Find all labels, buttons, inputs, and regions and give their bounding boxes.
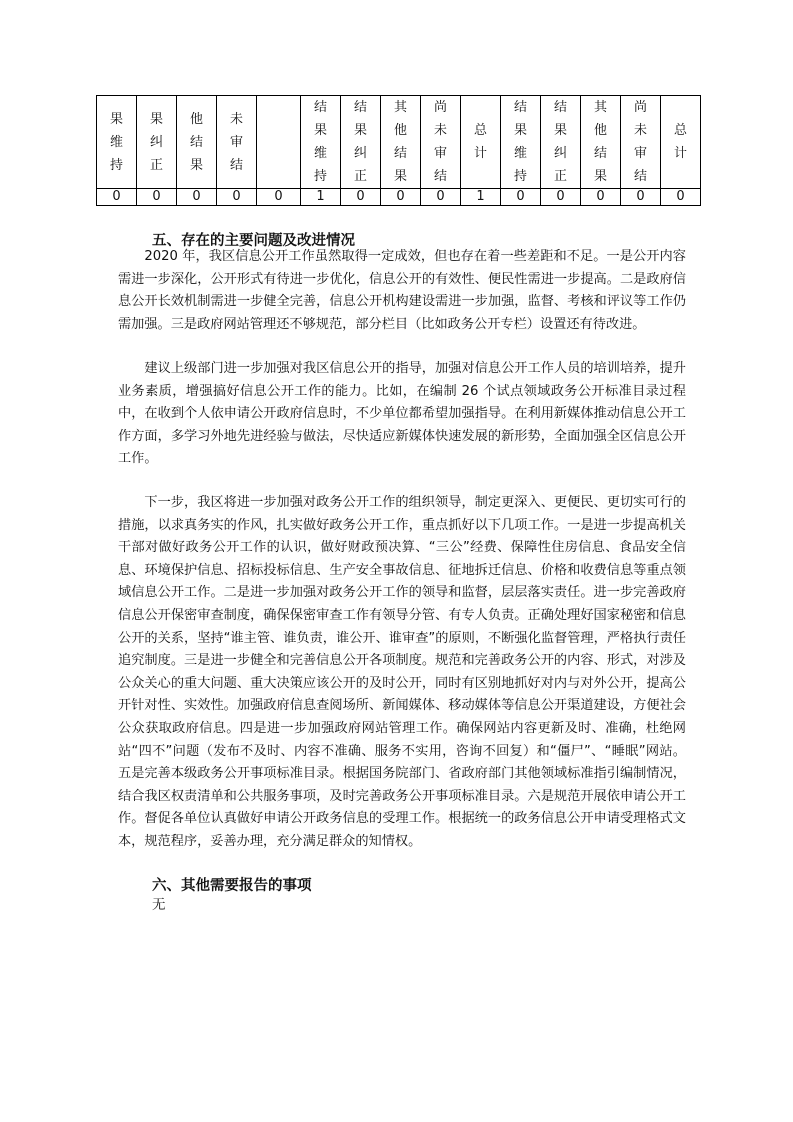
table-row: [97, 189, 701, 206]
table-header-cell: 未审结: [217, 96, 257, 189]
paragraph-problems: 2020 年，我区信息公开工作虽然取得一定成效，但也存在着一些差距和不足。一是公开内容需进一步深化，公开形式有待进一步优化，信息公开的有效性、便民性需进一步提高。二是政府信息公开长效机制需进一步健全完善，信息公开机构建设需进一步加强，监督、考核和评议等工作仍需加强。三是政府网站管理还不够规范，部分栏目（比如政务公开专栏）设置还有待改进。: [118, 249, 686, 332]
table-cell: 0: [621, 189, 661, 206]
other-matters-body: 无: [152, 897, 166, 913]
paragraph-suggestions: 建议上级部门进一步加强对我区信息公开的指导，加强对信息公开工作人员的培训培养，提升业务素质，增强搞好信息公开工作的能力。比如，在编制 26 个试点领域政务公开标准目录过程中，在收到个人依申请公开政府信息时，不少单位都希望加强指导。在利用新媒体推动信息公开工作方面，多学习外地先进经验与做法，尽快适应新媒体快速发展的新形势，全面加强全区信息公开工作。: [118, 361, 686, 467]
table-cell: 0: [137, 189, 177, 206]
table-header-cell: 结果维持: [301, 96, 341, 189]
table-header-cell: 尚未审结: [621, 96, 661, 189]
table-cell: 0: [257, 189, 301, 206]
table-header-cell: 总计: [461, 96, 501, 189]
table-header-cell: 果纠正: [137, 96, 177, 189]
table-cell: 0: [97, 189, 137, 206]
table-header-cell: 其他结果: [581, 96, 621, 189]
table-header-cell: 结果维持: [501, 96, 541, 189]
table-cell: 0: [177, 189, 217, 206]
table-cell: 0: [381, 189, 421, 206]
table-cell: 0: [421, 189, 461, 206]
table-header-cell: 其他结果: [381, 96, 421, 189]
table-cell: 0: [541, 189, 581, 206]
section-heading-problems: 五、存在的主要问题及改进情况: [152, 233, 355, 249]
table-header-cell: 结果纠正: [541, 96, 581, 189]
table-header-row: [97, 96, 701, 189]
table-cell: 0: [661, 189, 701, 206]
section-heading-other-matters: 六、其他需要报告的事项: [152, 878, 312, 894]
paragraph-next-steps: 下一步，我区将进一步加强对政务公开工作的组织领导，制定更深入、更便民、更切实可行的措施，以求真务实的作风，扎实做好政务公开工作，重点抓好以下几项工作。一是进一步提高机关干部对做好政务公开工作的认识，做好财政预决算、“三公”经费、保障性住房信息、食品安全信息、环境保护信息、招标投标信息、生产安全事故信息、征地拆迁信息、价格和收费信息等重点领域信息公开工作。二是进一步加强对政务公开工作的领导和监督，层层落实责任。进一步完善政府信息公开保密审查制度，确保保密审查工作有领导分管、有专人负责。正确处理好国家秘密和信息公开的关系，坚持“谁主管、谁负责，谁公开、谁审查”的原则，不断强化监督管理，严格执行责任追究制度。三是进一步健全和完善信息公开各项制度。规范和完善政务公开的内容、形式，对涉及公众关心的重大问题、重大决策应该公开的及时公开，同时有区别地抓好对内与对外公开，提高公开针对性、实效性。加强政府信息查阅场所、新闻媒体、移动媒体等信息公开渠道建设，方便社会公众获取政府信息。四是进一步加强政府网站管理工作。确保网站内容更新及时、准确，杜绝网站“四不”问题（发布不及时、内容不准确、服务不实用，咨询不回复）和“僵尸”、“睡眠”网站。五是完善本级政务公开事项标准目录。根据国务院部门、省政府部门其他领域标准指引编制情况，结合我区权责清单和公共服务事项，及时完善政务公开事项标准目录。六是规范开展依申请公开工作。督促各单位认真做好申请公开政务信息的受理工作。根据统一的政务信息公开申请受理格式文本，规范程序，妥善办理，充分满足群众的知情权。: [118, 495, 686, 849]
statistics-table: [96, 95, 701, 206]
table-cell: 1: [301, 189, 341, 206]
table-cell: 1: [461, 189, 501, 206]
table-cell: 0: [581, 189, 621, 206]
table-header-cell: 总计: [661, 96, 701, 189]
table-header-cell: 结果纠正: [341, 96, 381, 189]
table-cell: 0: [341, 189, 381, 206]
table-header-cell: [257, 96, 301, 189]
table-header-cell: 尚未审结: [421, 96, 461, 189]
table-cell: 0: [501, 189, 541, 206]
table-cell: 0: [217, 189, 257, 206]
table-header-cell: 他结果: [177, 96, 217, 189]
table-header-cell: 果维持: [97, 96, 137, 189]
